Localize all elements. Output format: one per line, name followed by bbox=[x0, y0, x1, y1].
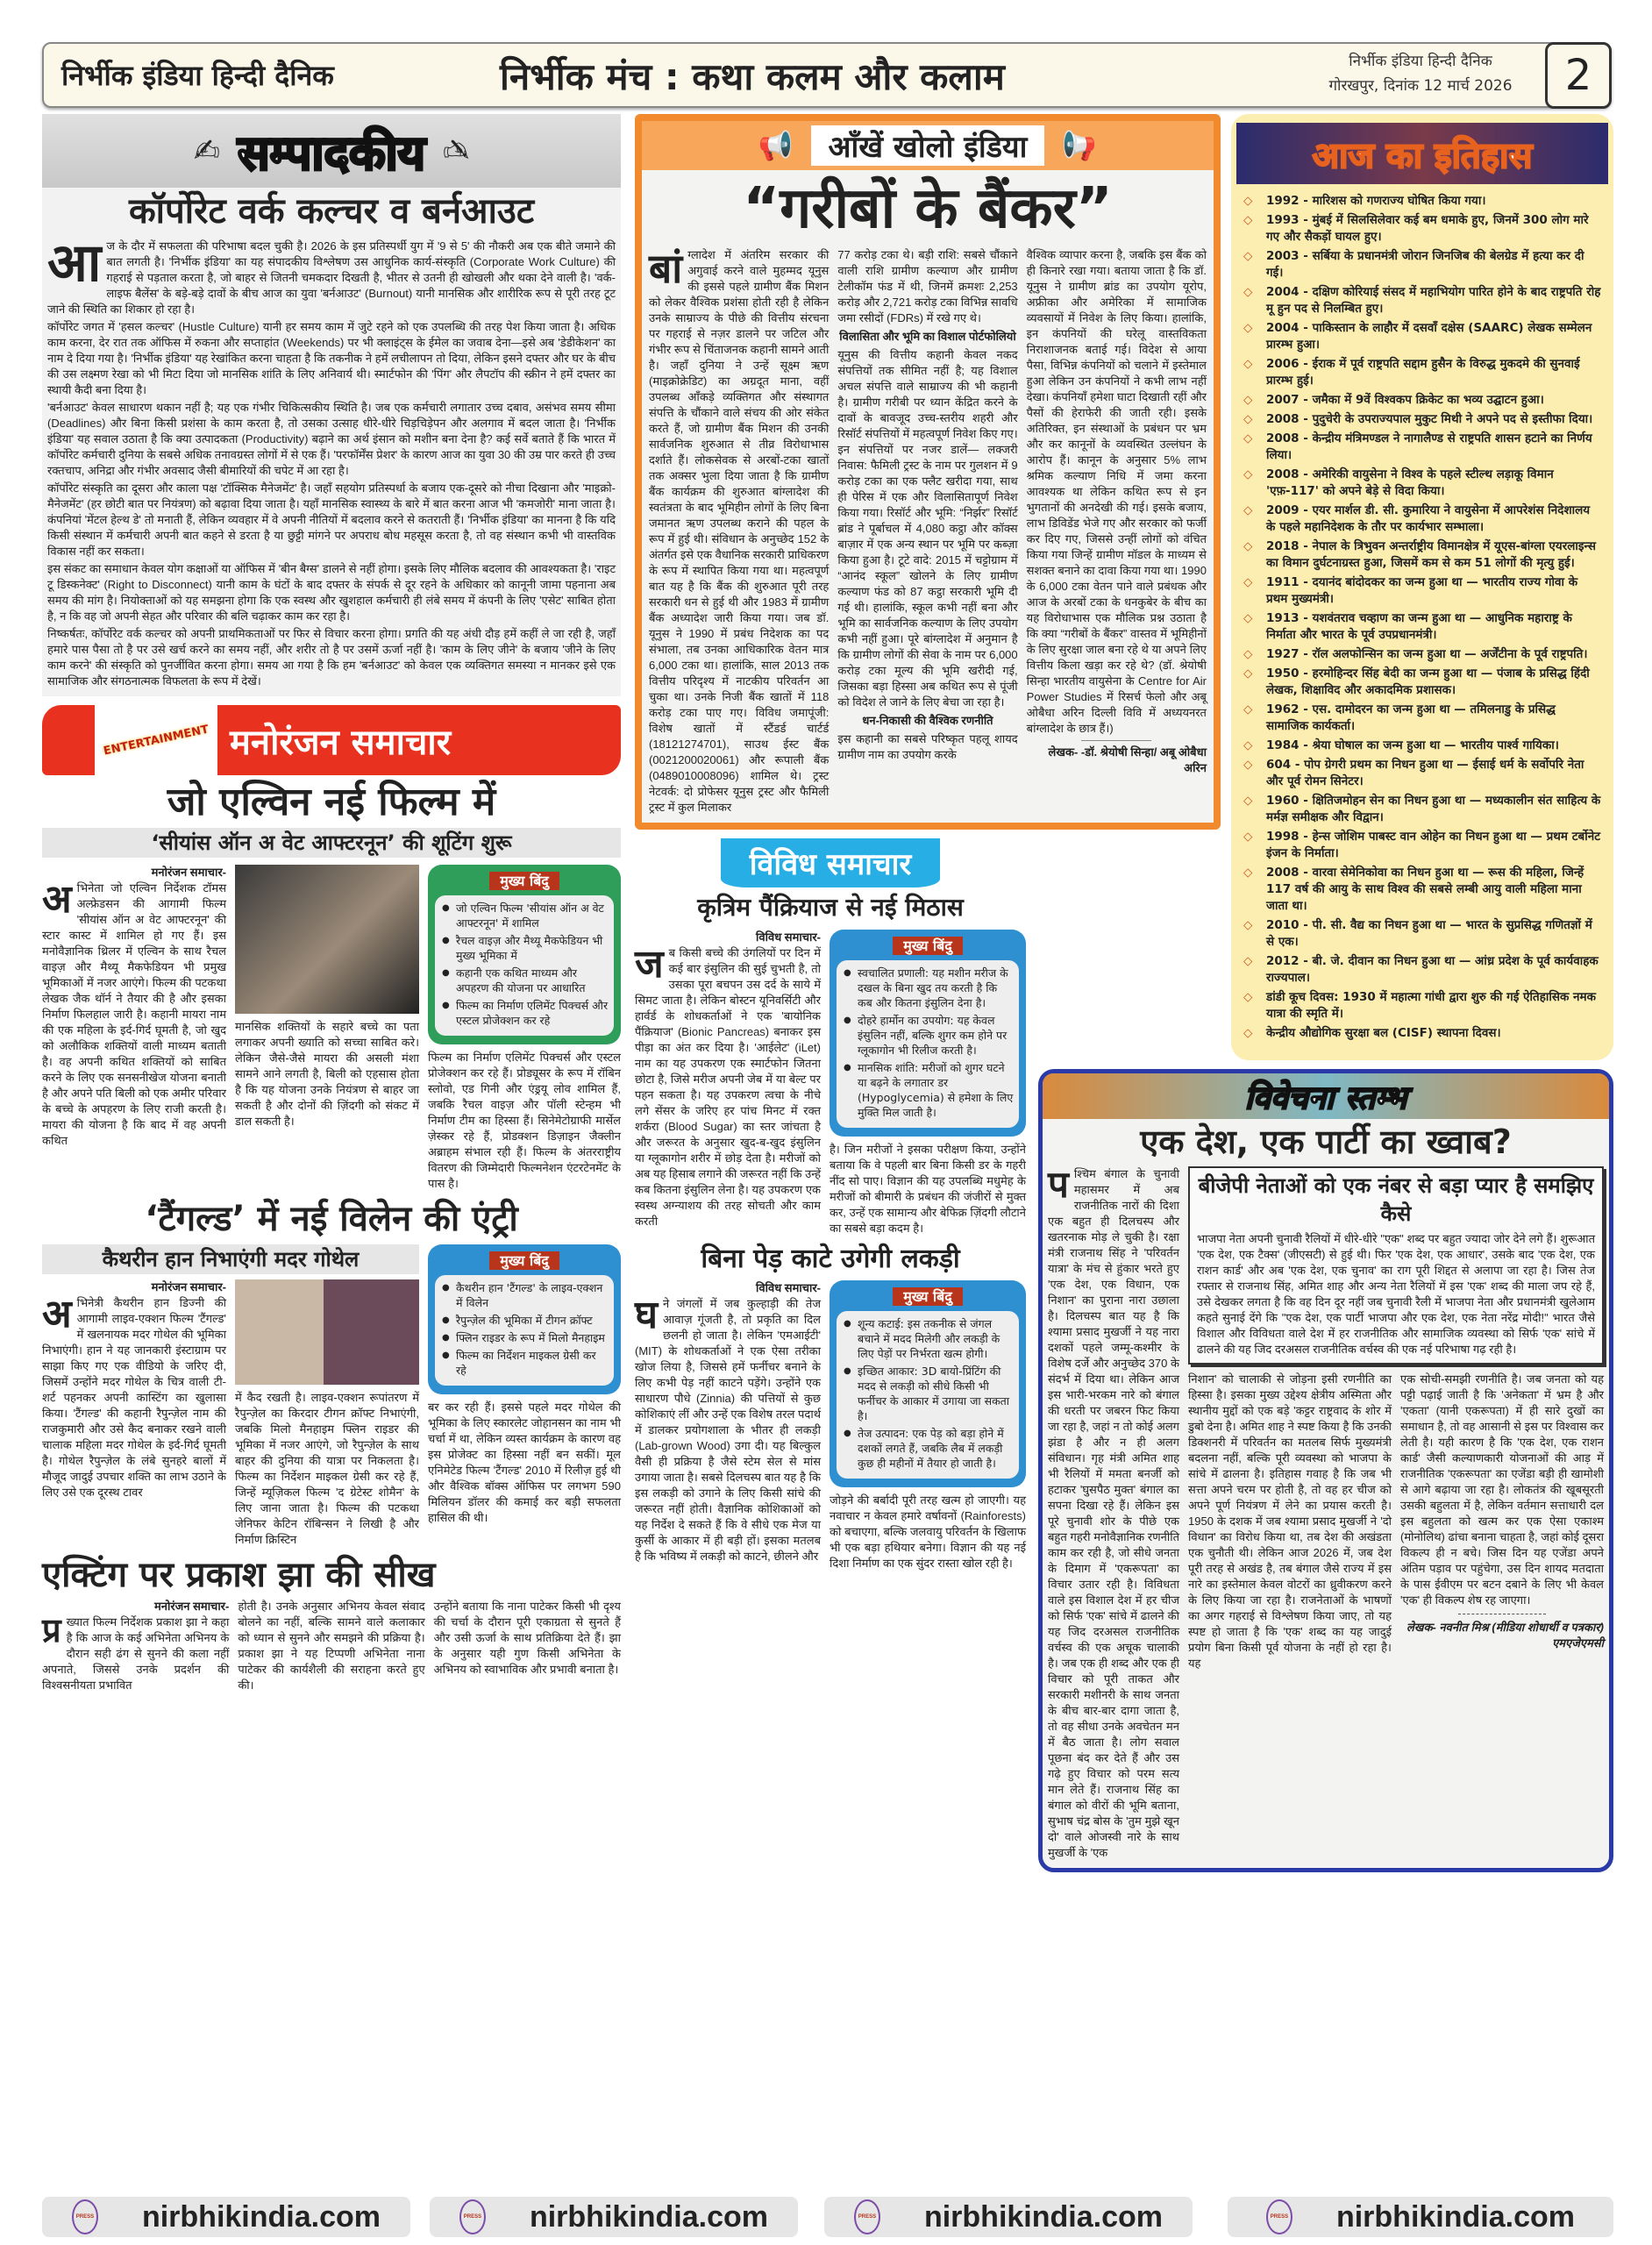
vivechana-banner bbox=[1043, 1073, 1609, 1119]
story1-col3 bbox=[428, 865, 621, 1192]
key-point: ● फ्लिन राइडर के रूप में मिलो मैनहाइम bbox=[456, 1330, 609, 1345]
history-item: ◇ 1913 - यशवंतराव चव्हाण का जन्म हुआ था — आधुनिक महाराष्ट्र के निर्माता और भारत के पूर्व उपप्रधानमंत्री। bbox=[1266, 610, 1601, 644]
history-item: ◇ 2012 - बी. जे. दीवान का निधन हुआ था — आंध्र प्रदेश के पूर्व कार्यवाहक राज्यपाल। bbox=[1266, 953, 1601, 987]
key-points-title: मुख्य बिंदु bbox=[893, 1287, 963, 1306]
press-logo-label: PRESS bbox=[1270, 2214, 1289, 2220]
history-item: ◇ 1950 - हरमोहिन्दर सिंह बेदी का जन्म हुआ था — पंजाब के प्रसिद्ध हिंदी लेखक, शिक्षाविद और अकादमिक प्रशासक। bbox=[1266, 666, 1601, 699]
footer-bar-3[interactable] bbox=[824, 2197, 1193, 2237]
story2-left bbox=[42, 1244, 419, 1548]
key-point: ● रैपुन्ज़ेल की भूमिका में टीगन क्रॉफ्ट bbox=[456, 1313, 609, 1328]
story2-subhead: कैथरीन हान निभाएंगी मदर गोथेल bbox=[42, 1244, 419, 1274]
history-item: ◇ 2008 - अमेरिकी वायुसेना ने विश्व के पहले स्टील्थ लड़ाकू विमान 'एफ़-117' को अपने बेड़े से विदा किया। bbox=[1266, 467, 1601, 500]
history-banner bbox=[1236, 123, 1608, 184]
history-list bbox=[1231, 193, 1613, 1053]
masthead-date: गोरखपुर, दिनांक 12 मार्च 2026 bbox=[1328, 77, 1513, 95]
vividh-story2-dropcap: घ bbox=[635, 1294, 659, 1336]
press-logo-label: PRESS bbox=[75, 2214, 95, 2220]
history-item: ◇ 2006 - ईराक में पूर्व राष्ट्रपति सद्दाम हुसैन के विरुद्ध मुकदमे की सुनवाई प्रारम्भ हुई। bbox=[1266, 356, 1601, 389]
story2-text-1: भिनेत्री कैथरीन हान डिज्नी की आगामी लाइव-एक्शन फिल्म 'टैंगल्ड' में खलनायक मदर गोथेल की भूमिका निभाएंगी। हान ने यह जानकारी इंस्टाग्राम पर साझा किए गए एक वीडियो के जरिए दी, जिसमें उन्होंने मदर गोथेल के चित्र वाली टी-शर्ट पहनकर अपनी कास्टिंग का खुलासा किया। 'टैंगल्ड' की कहानी रैपुन्ज़ेल नाम की राजकुमारी और उसे कैद बनाकर रखने वाली चालाक महिला मदर गोथेल के इर्द-गिर्द घूमती है। गोथेल रैपुन्ज़ेल के लंबे सुनहरे बालों में मौजूद जादुई उपचार शक्ति का लाभ उठाने के लिए उसे एक दूरस्थ टावर bbox=[42, 1296, 226, 1499]
story2-dropcap: अ bbox=[42, 1293, 72, 1336]
history-item: ◇ 1984 - श्रेया घोषाल का जन्म हुआ था — भारतीय पार्श्व गायिका। bbox=[1266, 738, 1601, 754]
vivechana-headline: एक देश, एक पार्टी का ख्वाब? bbox=[1140, 1122, 1512, 1161]
key-points-list bbox=[837, 960, 1019, 1128]
history-item: ◇ डांडी कूच दिवस: 1930 में महात्मा गांधी द्वारा शुरु की गई ऐतिहासिक नमक यात्रा की स्मृति में। bbox=[1266, 989, 1601, 1023]
story3-body bbox=[42, 1599, 621, 1693]
aankhen-subheading-strategy: धन-निकासी की वैश्विक रणनीति bbox=[862, 714, 993, 727]
press-logo-icon bbox=[72, 2199, 98, 2234]
footer-bar-4[interactable] bbox=[1228, 2197, 1613, 2237]
vivechana-banner-label: विवेचना स्तम्भ bbox=[1244, 1080, 1407, 1116]
vividh-story1-body bbox=[635, 930, 1026, 1237]
history-section bbox=[1231, 114, 1613, 1060]
key-points-list bbox=[837, 1311, 1019, 1479]
key-points-title: मुख्य बिंदु bbox=[893, 937, 963, 955]
story1-col2 bbox=[235, 865, 419, 1192]
aankhen-banner-label: आँखें खोलो इंडिया bbox=[811, 125, 1045, 166]
vivechana-section bbox=[1038, 1069, 1613, 1872]
aankhen-column-1 bbox=[649, 247, 829, 816]
vivechana-box-headline: बीजेपी नेताओं को एक नंबर से बड़ा प्यार है समझिए कैसे bbox=[1198, 1173, 1594, 1226]
key-points-list bbox=[435, 895, 614, 1036]
press-logo-icon bbox=[459, 2199, 486, 2234]
footer-bar-1[interactable] bbox=[42, 2197, 410, 2237]
vividh-story1-headline: कृत्रिम पैंक्रियाज से नई मिठास bbox=[697, 893, 964, 922]
vividh-story2-col2 bbox=[830, 1280, 1026, 1572]
story1-text-1: भिनेता जो एल्विन निर्देशक टॉमस अल्फ्रेडसन की आगामी फिल्म 'सीयांस ऑन अ वेट आफ्टरनून' की स्टार कास्ट में शामिल हो गए हैं। इस मनोवैज्ञानिक थ्रिलर में एल्विन के साथ रैचल वाइज़ और मैथ्यू मैकफेडियन भी प्रमुख भूमिकाओं में नजर आएंगे। फिल्म की पटकथा लेखक जैक थॉर्न ने तैयार की है और इसका निर्माण फिलहाल जारी है। कहानी मायरा नाम की एक महिला के इर्द-गिर्द घूमती है, जो खुद को अलौकिक शक्तियों वाली माध्यम बताती है। वह अपनी कथित शक्तियों को साबित करने के लिए एक सनसनीखेज योजना बनाती है और अपने पति बिली को एक अमीर परिवार के बच्चे के अपहरण के लिए राजी करती है। मायरा की योजना है कि बाद में वह अपनी कथित bbox=[42, 881, 226, 1147]
story2-headline: ‘टैंगल्ड’ में नई विलेन की एंट्री bbox=[145, 1199, 518, 1239]
story2-left-cols bbox=[42, 1279, 419, 1548]
history-item: ◇ 1960 - क्षितिजमोहन सेन का निधन हुआ था — मध्यकालीन संत साहित्य के मर्मज्ञ समीक्षक और विद्वान। bbox=[1266, 793, 1601, 826]
footer-bar-2[interactable] bbox=[430, 2197, 798, 2237]
editorial-headline: कॉर्पोरेट वर्क कल्चर व बर्नआउट bbox=[128, 191, 535, 232]
vividh-banner-label: विविध समाचार bbox=[749, 847, 912, 882]
aankhen-kholo-section bbox=[635, 114, 1221, 830]
kathryn-hahn-photo bbox=[235, 1279, 419, 1385]
key-points-list bbox=[435, 1275, 614, 1386]
story2-body bbox=[42, 1244, 621, 1548]
masthead-dateline-block bbox=[1307, 49, 1535, 98]
press-logo-label: PRESS bbox=[858, 2214, 877, 2220]
vividh-story1-text-2: है। जिन मरीजों ने इसका परीक्षण किया, उन्होंने बताया कि वे पहली बार बिना किसी डर के गहरी नींद सो पाए। विज्ञान की यह उपलब्धि मधुमेह के मरीजों को बीमारी के प्रबंधन की जंजीरों से मुक्त कर, उन्हें एक सामान्य और बेफिक्र ज़िंदगी लौटाने का सबसे बड़ा कदम है। bbox=[830, 1143, 1026, 1235]
key-point: ● फिल्म का निर्माण एलिमेंट पिक्चर्स और एस्टल प्रोजेक्शन कर रहे bbox=[456, 998, 609, 1028]
press-logo-icon bbox=[1266, 2199, 1292, 2234]
vividh-story2-text-1: ने जंगलों में जब कुल्हाड़ी की तेज आवाज़ गूंजती है, तो प्रकृति का दिल छलनी हो जाता है। लेकिन 'एमआईटी' (MIT) के शोधकर्ताओं ने एक ऐसा तरीका खोज लिया है, जिससे हमें फर्नीचर बनाने के लिए कभी पेड़ नहीं काटने पड़ेंगे। उन्होंने एक साधारण पौधे (Zinnia) की पत्तियों से कुछ कोशिकाएं लीं और उन्हें एक विशेष तरल पदार्थ में डालकर प्रयोगशाला के भीतर ही लकड़ी (Lab-grown Wood) उगा दी। यह बिल्कुल वैसी ही प्रक्रिया है जैसे स्टेम सेल से मांस उगाया जाता है। सबसे दिलचस्प बात यह है कि इस लकड़ी को उगाने के लिए किसी सांचे की जरूरत नहीं होती। वैज्ञानिक कोशिकाओं को यह निर्देश दे सकते हैं कि वे सीधे एक मेज या कुर्सी के आकार में ही बड़ी हों। इसका मतलब है कि भविष्य में लकड़ी को काटने, छीलने और bbox=[635, 1297, 821, 1563]
press-logo-icon bbox=[854, 2199, 880, 2234]
aankhen-banner bbox=[642, 121, 1214, 170]
vividh-story2-text-2: जोड़ने की बर्बादी पूरी तरह खत्म हो जाएगी। यह नवाचार न केवल हमारे वर्षावनों (Rainforests) को बचाएगा, बल्कि जलवायु परिवर्तन के खिलाफ भी एक बड़ा हथियार बनेगा। विज्ञान की यह नई दिशा निर्माण का एक सुंदर रास्ता खोल रही है। bbox=[830, 1493, 1026, 1570]
story2-text-3: बर कर रही हैं। इससे पहले मदर गोथेल की भूमिका के लिए स्कारलेट जोहानसन का नाम भी चर्चा में था, लेकिन व्यस्त कार्यक्रम के कारण वह इस प्रोजेक्ट का हिस्सा नहीं बन सकीं। मूल एनिमेटेड फिल्म 'टैंगल्ड' 2010 में रिलीज़ हुई थी और वैश्विक बॉक्स ऑफिस पर लगभग 590 मिलियन डॉलर की कमाई कर बड़ी सफलता हासिल की थी। bbox=[428, 1400, 621, 1524]
story1-text-2: मानसिक शक्तियों के सहारे बच्चे का पता लगाकर अपनी ख्याति को सच्चा साबित करे। लेकिन जैसे-जैसे मायरा की असली मंशा सामने आने लगती है, बिली को एहसास होता है कि यह योजना उनके नियंत्रण से बाहर जा सकती है और दोनों की ज़िंदगी को संकट में डाल सकती है। bbox=[235, 1020, 419, 1128]
editorial-paragraph: कॉर्पोरेट जगत में 'हसल कल्चर' (Hustle Culture) यानी हर समय काम में जुटे रहने को एक उपलब्धि की तरह पेश किया जाता है। अधिक काम करना, देर रात तक ऑफिस में रुकना और सप्ताहांत (Weekends) पर भी क्लाइंट्स के ईमेल का जवाब देना—इसे अब 'डेडीकेशन' का नाम दे दिया गया है। 'निर्भीक इंडिया' यह रेखांकित करना चाहता है कि तकनीक ने हमें लचीलापन तो दिया, लेकिन इसने दफ्तर और घर के बीच की उस लक्ष्मण रेखा को भी मिटा दिया जो मानसिक शांति के लिए अनिवार्य थी। स्मार्टफोन की 'पिंग' और लैपटॉप की स्क्रीन ने हमें दफ्तर का स्थायी कैदी बना दिया है। bbox=[47, 320, 616, 396]
key-point: ● दोहरे हार्मोन का उपयोग: यह केवल इंसुलिन नहीं, बल्कि शुगर कम होने पर ग्लूकागोन भी रिलीज करती है। bbox=[858, 1013, 1014, 1058]
story1-col1 bbox=[42, 865, 226, 1192]
key-point: ● मानसिक शांति: मरीजों को शुगर घटने या बढ़ने के लगातार डर (Hypoglycemia) से हमेशा के लिए मुक्ति मिल जाती है। bbox=[858, 1060, 1014, 1120]
aankhen-column-2 bbox=[837, 247, 1017, 816]
pen-hand-left-icon: ✍ bbox=[193, 132, 221, 169]
story3-col1 bbox=[42, 1599, 229, 1693]
editorial-banner-label: सम्पादकीय bbox=[238, 125, 425, 181]
history-banner-label: आज का इतिहास bbox=[1312, 135, 1533, 176]
editorial-section bbox=[42, 114, 621, 696]
footer-site-link[interactable]: nirbhikindia.com bbox=[1335, 2199, 1576, 2234]
history-item: ◇ केन्द्रीय औद्योगिक सुरक्षा बल (CISF) स्थापना दिवस। bbox=[1266, 1025, 1601, 1042]
history-item: ◇ 1993 - मुंबई में सिलसिलेवार कई बम धमाके हुए, जिनमें 300 लोग मारे गए और सैकड़ों घायल हुए। bbox=[1266, 212, 1601, 246]
aankhen-col2-text: 77 करोड़ टका थे। बड़ी राशि: सबसे चौंकाने वाली राशि ग्रामीण कल्याण और ग्रामीण टेलीकॉम फंड में थी, जिनमें क्रमशः 2,253 करोड़ और 2,721 करोड़ टका विभिन्न सावधि जमा रसीदों (FDRs) में रखे गए थे। bbox=[837, 248, 1018, 324]
vivechana-right bbox=[1188, 1166, 1604, 1861]
masthead-paper-name: निर्भीक इंडिया हिन्दी दैनिक bbox=[61, 59, 334, 92]
story1-headline: जो एल्विन नई फिल्म में bbox=[167, 780, 496, 824]
aankhen-column-3 bbox=[1027, 247, 1207, 816]
vivechana-col3 bbox=[1400, 1372, 1604, 1671]
editorial-dropcap: आ bbox=[47, 233, 102, 292]
aankhen-headline: “गरीबों के बैंकर” bbox=[743, 176, 1113, 241]
story2-key-points bbox=[428, 1244, 621, 1394]
story2-col2 bbox=[235, 1279, 419, 1548]
page-number: 2 bbox=[1545, 42, 1612, 109]
aankhen-body bbox=[642, 170, 1214, 823]
history-item: ◇ 2008 - पुदुचेरी के उपराज्यपाल मुकुट मिथी ने अपने पद से इस्तीफा दिया। bbox=[1266, 411, 1601, 428]
history-item: ◇ 2003 - सर्बिया के प्रधानमंत्री जोरान जिनजिब की बेलग्रेड में हत्या कर दी गई। bbox=[1266, 248, 1601, 282]
editorial-banner bbox=[42, 114, 621, 188]
key-point: ● स्वचालित प्रणाली: यह मशीन मरीज के दखल के बिना खुद तय करती है कि कब और कितना इंसुलिन देना है। bbox=[858, 966, 1014, 1010]
story1-dropcap: अ bbox=[42, 878, 72, 921]
entertainment-badge-text: ENTERTAINMENT bbox=[102, 722, 210, 759]
story3-dropcap: प्र bbox=[42, 1613, 61, 1650]
editorial-paragraph: इस संकट का समाधान केवल योग कक्षाओं या ऑफिस में 'बीन बैग्स' डालने से नहीं होगा। इसके लिए मौलिक बदलाव की आवश्यकता है। 'राइट टू डिस्कनेक्ट' (Right to Disconnect) यानी काम के घंटों के बाद दफ्तर के संपर्क से दूर रहने के अधिकार को कानूनी जामा पहनाना अब समय की मांग है। नियोक्ताओं को यह समझना होगा कि एक स्वस्थ और खुशहाल कर्मचारी ही लंबे समय में कंपनी के लिए 'एसेट' साबित होता है, न कि वह जो अपनी सेहत और परिवार की बलि चढ़ाकर काम कर रहा है। bbox=[47, 562, 616, 623]
story1-dateline: मनोरंजन समाचार- bbox=[151, 866, 226, 879]
vividh-story1-dropcap: ज bbox=[635, 943, 664, 986]
history-item: ◇ 2010 - पी. सी. वैद्य का निधन हुआ था — भारत के सुप्रसिद्ध गणितज्ञों में से एक। bbox=[1266, 917, 1601, 951]
vivechana-col3-text: एक सोची-समझी रणनीति है। जब जनता को यह पट्टी पढ़ाई जाती है कि 'अनेकता' में भ्रम है और 'एकता' (यानी एकरूपता) में ही सारे दुखों का समाधान है, तो वह आसानी से इस पर विश्वास कर लेती है। यही कारण है कि 'एक देश, एक राशन कार्ड' जैसी कल्याणकारी योजनाओं की आड़ में राजनीतिक 'एकरूपता' का एजेंडा बड़ी ही खामोशी से आगे बढ़ाया जा रहा है। लोकतंत्र की खूबसूरती उसकी बहुलता में है, लेकिन वर्तमान सत्ताधारी दल इस बहुलता को खत्म कर एक ऐसा एकाश्म (मोनोलिथ) ढांचा बनाना चाहता है, जहां कोई दूसरा विकल्प ही न बचे। जिस दिन यह एजेंडा अपने अंतिम पड़ाव पर पहुंचेगा, उस दिन शायद मतदाता के पास ईवीएम पर बटन दबाने के लिए भी केवल 'एक' ही विकल्प शेष रह जाएगा। bbox=[1400, 1372, 1604, 1607]
story1-body bbox=[42, 865, 621, 1192]
story2-dateline: मनोरंजन समाचार- bbox=[151, 1280, 226, 1294]
masthead-section-title: निर्भीक मंच : कथा कलम और कलाम bbox=[500, 55, 1005, 98]
history-item: ◇ 2008 - वारवा सेमेनिकोवा का निधन हुआ था — रूस की महिला, जिन्हें 117 वर्ष की आयु के साथ विश्व की सबसे लम्बी आयु वाली महिला माना जाता था। bbox=[1266, 865, 1601, 915]
entertainment-banner-label: मनोरंजन समाचार bbox=[230, 722, 452, 763]
aankhen-subheading-portfolio: विलासिता और भूमि का विशाल पोर्टफोलियो bbox=[839, 330, 1016, 343]
key-point: ● शून्य कटाई: इस तकनीक से जंगल बचाने में मदद मिलेगी और लकड़ी के लिए पेड़ों पर निर्भरता खत्म होगी। bbox=[858, 1316, 1014, 1361]
history-item: ◇ 2009 - एयर मार्शल डी. सी. कुमारिया ने वायुसेना में आपरेशंस निदेशालय के पहले महानिदेशक के तौर पर कार्यभार सम्भाला। bbox=[1266, 502, 1601, 536]
aankhen-col1-text: ग्लादेश में अंतरिम सरकार की अगुवाई करने वाले मुहम्मद यूनुस की इससे पहले ग्रामीण बैंक मिशन को लेकर वैश्विक प्रशंसा होती रही है लेकिन उनके साम्राज्य के पीछे की वित्तीय संरचना पर गहराई से नज़र डालने पर जटिल और गंभीर रूप से चिंताजनक कहानी सामने आती है। जहाँ दुनिया ने उन्हें सूक्ष्म ऋण (माइक्रोक्रेडिट) का अग्रदूत माना, वहीं उपलब्ध आँकड़े व्यक्तिगत और संस्थागत संपत्ति के चौंकाने वाले संचय की ओर संकेत करते हैं, जो ग्रामीण बैंक मिशन की उनकी सार्वजनिक शुरुआत से तीव्र विरोधाभास दर्शाते हैं। लोकसेवक से अरबों-टका खातों तक अक्सर भुला दिया जाता है कि ग्रामीण बैंक कार्यक्रम की शुरुआत बांग्लादेश की स्वतंत्रता के बाद भूमिहीन लोगों के लिए बिना जमानत ऋण उपलब्ध कराने की पहल के रूप में हुई थी। संविधान के अनुच्छेद 152 के अंतर्गत इसे एक वैधानिक सरकारी प्राधिकरण के रूप में स्थापित किया गया था। महत्वपूर्ण बात यह है कि बैंक की शुरुआत पूरी तरह सरकारी धन से हुई थी और 1983 में ग्रामीण बैंक अध्यादेश जारी किया गया। जब डॉ. यूनुस ने 1990 में प्रबंध निदेशक का पद संभाला, तब उनका आधिकारिक वेतन मात्र 6,000 टका था। हालांकि, साल 2013 तक वित्तीय परिदृश्य में नाटकीय परिवर्तन आ चुका था। उनके निजी बैंक खातों में 118 करोड़ टका पाए गए। विविध जमापूंजी: विशेष खातों में स्टैंडर्ड चार्टर्ड (18121274701), साउथ ईस्ट बैंक (0021200020061) और रूपाली बैंक (0489010008096) शामिल थे। ट्रस्ट नेटवर्क: दो प्रोफेसर यूनुस ट्रस्ट और फैमिली ट्रस्ट में कुल मिलाकर bbox=[649, 248, 830, 814]
aankhen-dropcap: बां bbox=[649, 246, 683, 291]
story1-key-points bbox=[428, 865, 621, 1044]
vividh-story2-headline: बिना पेड़ काटे उगेगी लकड़ी bbox=[701, 1244, 960, 1274]
vividh-story2-key-points bbox=[830, 1280, 1026, 1487]
history-item: ◇ 2007 - जमैका में 9वें विश्वकप क्रिकेट का भव्य उद्घाटन हुआ। bbox=[1266, 392, 1601, 409]
masthead bbox=[42, 42, 1612, 108]
editorial-paragraph: 'बर्नआउट' केवल साधारण थकान नहीं है; यह एक गंभीर चिकित्सकीय स्थिति है। जब एक कर्मचारी लगातार उच्च दबाव, असंभव समय सीमा (Deadlines) और बिना किसी प्रशंसा के काम करता है, तो उसका उत्साह धीरे-धीरे चिड़चिड़ेपन और अलगाव में बदल जाता है। 'निर्भीक इंडिया' यह सवाल उठाता है कि क्या उत्पादकता (Productivity) बढ़ाने का अर्थ इंसान को मशीन बना देना है? कई सर्वे बताते हैं कि भारत में कॉर्पोरेट कर्मचारी दुनिया के सबसे अधिक तनावग्रस्त लोगों में से एक हैं। 'परफॉर्मेंस प्रेशर' के कारण आज का युवा 30 की उम्र पार करते ही उच्च रक्तचाप, अनिद्रा और गंभीर अवसाद जैसी बीमारियों की चपेट में आ रहा है। bbox=[47, 401, 616, 477]
footer-site-link[interactable]: nirbhikindia.com bbox=[529, 2199, 769, 2234]
vivechana-box bbox=[1188, 1166, 1604, 1365]
vividh-story1-key-points bbox=[830, 930, 1026, 1137]
key-point: ● फिल्म का निर्देशन माइकल ग्रेसी कर रहे bbox=[456, 1348, 609, 1378]
key-point: ● कैथरीन हान 'टैंगल्ड' के लाइव-एक्शन में विलेन bbox=[456, 1280, 609, 1310]
aankhen-col3-text: वैश्विक व्यापार करना है, जबकि इस बैंक को ही किनारे रखा गया। बताया जाता है कि डॉ. यूनुस ने ग्रामीण ब्रांड का उपयोग यूरोप, अफ्रीका और अमेरिका में सामाजिक व्यवसायों में निवेश के लिए किया। हालांकि, इन कंपनियों की घरेलू वास्तविकता निराशाजनक बताई गई। विदेश से आया पैसा, विभिन्न कंपनियों को चलाने में इस्तेमाल हुआ लेकिन उन कंपनियों ने कभी लाभ नहीं देखा। कंपनियाँ हमेशा घाटा दिखाती रहीं और पैसों की हेराफेरी की जाती रही। इसके अतिरिक्त, इन संस्थाओं के प्रबंधन पर भ्रम और कर कानूनों के व्यवस्थित उल्लंघन के आरोप हैं। कानून के अनुसार 5% लाभ श्रमिक कल्याण निधि में जमा करना आवश्यक था लेकिन कथित रूप से इन भुगतानों की अनदेखी की गई। इसके बजाय, लाभ डिविडेंड भेजे गए और सरकार को फर्जी कर दिए गए, जिससे उन्हीं लोगों को वंचित किया गया जिन्हें ग्रामीण मॉडल के माध्यम से सशक्त बनाने का दावा किया गया था। 1990 के 6,000 टका वेतन पाने वाले प्रबंधक और आज के अरबों टका के धनकुबेर के बीच का यह विरोधाभास एक मौलिक प्रश्न उठाता है कि क्या “गरीबों के बैंकर” वास्तव में भूमिहीनों के लिए सुरक्षा जाल बना रहे थे या अपने लिए वित्तीय किला खड़ा कर रहे थे? (डॉ. श्रेयोषी सिन्हा भारतीय वायुसेना के Centre for Air Power Studies में रिसर्च फेलो और अबू ओबैधा अरिन दिल्ली विवि में अध्ययनरत बांग्लादेश के छात्र हैं।) bbox=[1026, 248, 1207, 735]
history-item: ◇ 2008 - केन्द्रीय मंत्रिमण्डल ने नागालैण्ड से राष्ट्रपति शासन हटाने का निर्णय लिया। bbox=[1266, 431, 1601, 464]
key-point: ● तेज उत्पादन: एक पेड़ को बड़ा होने में दशकों लगते हैं, जबकि लैब में लकड़ी कुछ ही महीनों में तैयार हो जाती है। bbox=[858, 1426, 1014, 1471]
megaphone-left-icon: 📢 bbox=[758, 129, 794, 162]
masthead-right-paper: निर्भीक इंडिया हिन्दी दैनिक bbox=[1349, 53, 1492, 70]
history-item: ◇ 1911 - दयानंद बांदोदकर का जन्म हुआ था — भारतीय राज्य गोवा के प्रथम मुख्यमंत्री। bbox=[1266, 574, 1601, 608]
history-item: ◇ 2018 - नेपाल के त्रिभुवन अन्तर्राष्ट्रीय विमानक्षेत्र में यूएस-बांग्ला एयरलाइन्स का विमान दुर्घटनाग्रस्त हुआ, जिसमें कम से कम 51 लोगों की मृत्यु हुई। bbox=[1266, 538, 1601, 572]
vivechana-byline: लेखक- नवनीत मिश्र (मीडिया शोधार्थी व पत्रकार) एमएजेएमसी bbox=[1406, 1621, 1604, 1650]
vividh-story2-col1 bbox=[635, 1280, 821, 1572]
footer-site-link[interactable]: nirbhikindia.com bbox=[923, 2199, 1164, 2234]
entertainment-banner bbox=[42, 705, 621, 775]
aankhen-byline: लेखक- -डॉ. श्रेयोषी सिन्हा/ अबू ओबैधा अरिन bbox=[1048, 745, 1207, 774]
key-points-title: मुख्य बिंदु bbox=[489, 872, 559, 890]
aankhen-col2-text-c: इस कहानी का सबसे परिष्कृत पहलू शायद ग्रामीण नाम का उपयोग करके bbox=[837, 732, 1018, 761]
vividh-banner bbox=[721, 838, 940, 887]
vivechana-box-text: भाजपा नेता अपनी चुनावी रैलियों में धीरे-धीरे "एक" शब्द पर बहुत ज्यादा जोर देने लगे हैं। शुरूआत 'एक देश, एक टैक्स' (जीएसटी) से हुई थी। फिर 'एक देश, एक आधार', उसके बाद 'एक देश, एक राशन कार्ड' और अब 'एक देश, एक चुनाव' का राग पूरी शिद्दत से अलापा जा रहा है। जिस तेज रफ्तार से राजनाथ सिंह, अमित शाह और अन्य नेता रैलियों में इस 'एक' शब्द की माला जप रहे हैं, उसे देखकर लगता है कि वह दिन दूर नहीं जब चुनावी रैली में भाजपा नेता और प्रधानमंत्री खुलेआम कहते सुनाई देंगे कि "एक देश, एक पार्टी भाजपा और एक देश, एक नेता नरेंद्र मोदी!" भारत जैसे विशाल और विविधता वाले देश में हर राजनीतिक और सामाजिक व्यवस्था को सिर्फ 'एक' सांचे में ढालने की यह जिद दरअसल राजनीतिक वर्चस्व की एक नई परिभाषा गढ़ रही है। bbox=[1197, 1232, 1595, 1356]
story3-text-1: ख्यात फिल्म निर्देशक प्रकाश झा ने कहा है कि आज के कई अभिनेता अभिनय के दौरान सही ढंग से सुनने की कला नहीं अपनाते, जिससे उनके प्रदर्शन की विश्वसनीयता प्रभावित bbox=[42, 1615, 230, 1692]
editorial-paragraph: कॉर्पोरेट संस्कृति का दूसरा और काला पक्ष 'टॉक्सिक मैनेजमेंट' है। जहाँ सहयोग प्रतिस्पर्धा के बजाय एक-दूसरे को नीचा दिखाना और 'माइक्रो-मैनेजमेंट' (हर छोटी बात पर नियंत्रण) को बढ़ावा दिया जाता है। यहाँ मानसिक स्वास्थ्य के बारे में बात करना आज भी 'कमजोरी' माना जाता है। कंपनियां 'मेंटल हेल्थ डे' तो मनाती हैं, लेकिन व्यवहार में वे अपनी नीतियों में बदलाव करने से कतराती हैं। 'निर्भीक इंडिया' का मानना है कि यदि किसी संस्थान में कर्मचारी अपनी बात कहने से डरता है या छुट्टी मांगने पर अपराध बोध महसूस करता है, तो वह संस्थान कभी भी वास्तविक विकास नहीं कर सकता। bbox=[47, 481, 616, 558]
story2-col3 bbox=[428, 1244, 621, 1548]
vividh-story1-text-1: ब किसी बच्चे की उंगलियों पर दिन में कई बार इंसुलिन की सुई चुभती है, तो उसका पूरा बचपन उस दर्द के साये में सिमट जाता है। लेकिन बोस्टन यूनिवर्सिटी और हार्वर्ड के शोधकर्ताओं ने एक 'बायोनिक पैंक्रियाज' (Bionic Pancreas) बनाकर इस पीड़ा का अंत कर दिया है। 'आईलेट' (iLet) नाम का यह उपकरण एक स्मार्टफोन जितना छोटा है, जिसे मरीज अपनी जेब में या बेल्ट पर पहन सकता है। यह उपकरण त्वचा के नीचे लगे सेंसर के जरिए हर पांच मिनट में रक्त शर्करा (Blood Sugar) का स्तर जांचता है और जरूरत के अनुसार खुद-ब-खुद इंसुलिन या ग्लूकागोन शरीर में छोड़ देता है। मरीजों को अब यह हिसाब लगाने की जरूरत नहीं कि उन्हें कब कितना इंसुलिन लेना है। यह उपकरण एक स्वस्थ अग्न्याशय की तरह सोचती और काम करती bbox=[635, 946, 821, 1228]
press-logo-label: PRESS bbox=[463, 2214, 482, 2220]
story3-text-3: उन्होंने बताया कि नाना पाटेकर किसी भी दृश्य की चर्चा के दौरान पूरी एकाग्रता से सुनते हैं और उसी ऊर्जा के साथ प्रतिक्रिया देते हैं। झा के अनुसार यही गुण किसी अभिनेता के अभिनय को स्वाभाविक और प्रभावी बनाता है। bbox=[433, 1600, 621, 1676]
editorial-paragraph: निष्कर्षतः, कॉर्पोरेट वर्क कल्चर को अपनी प्राथमिकताओं पर फिर से विचार करना होगा। प्रगति की यह अंधी दौड़ हमें कहीं ले जा रही है, जहाँ हमारे पास पैसा तो है पर उसे खर्च करने का समय नहीं, और शरीर तो है पर उसमें ऊर्जा नहीं है। 'काम के लिए जीने' के बजाय 'जीने के लिए काम करने' की संस्कृति को पुनर्जीवित करना होगा। समय आ गया है कि हम 'बर्नआउट' को केवल एक व्यक्तिगत समस्या न मानकर इसे एक सामाजिक और संगठनात्मक विफलता के रूप में देखें। bbox=[47, 627, 616, 688]
vividh-story2-body bbox=[635, 1280, 1026, 1572]
key-point: ● कहानी एक कथित माध्यम और अपहरण की योजना पर आधारित bbox=[456, 966, 609, 995]
key-point: ● रैचल वाइज़ और मैथ्यू मैकफेडियन भी मुख्य भूमिका में bbox=[456, 933, 609, 963]
vivechana-col1 bbox=[1048, 1166, 1179, 1861]
history-item: ◇ 2004 - दक्षिण कोरियाई संसद में महाभियोग पारित होने के बाद राष्ट्रपति रोह मू हुन पद से निलम्बित हुए। bbox=[1266, 284, 1601, 317]
story2-text-2: में कैद रखती है। लाइव-एक्शन रूपांतरण में रैपुन्ज़ेल का किरदार टीगन क्रॉफ्ट निभाएंगी, जबकि मिलो मैनहाइम फ्लिन राइडर की भूमिका में नजर आएंगे, जो रैपुन्ज़ेल के साथ बाहर की दुनिया की यात्रा पर निकलता है। फिल्म का निर्देशन माइकल ग्रेसी कर रहे हैं, जिन्हें म्यूज़िकल फिल्म 'द ग्रेटेस्ट शोमैन' के लिए जाना जाता है। फिल्म की पटकथा जेनिफर केटिन रॉबिन्सन ने लिखी है और निर्माण क्रिस्टिन bbox=[235, 1391, 419, 1546]
vividh-story1-dateline: विविध समाचार- bbox=[756, 930, 821, 944]
key-point: ● जो एल्विन फिल्म 'सीयांस ऑन अ वेट आफ्टरनून' में शामिल bbox=[456, 901, 609, 930]
key-point: ● इच्छित आकार: 3D बायो-प्रिंटिंग की मदद से लकड़ी को सीधे किसी भी फर्नीचर के आकार में उगाया जा सकता है। bbox=[858, 1364, 1014, 1423]
megaphone-right-icon: 📢 bbox=[1062, 129, 1098, 162]
story1-text-3: फिल्म का निर्माण एलिमेंट पिक्चर्स और एस्टल प्रोजेक्शन कर रहे हैं। प्रोड्यूसर के रूप में रॉबिन स्लोवो, एड गिनी और एंड्रयू लोव शामिल हैं, जबकि रैचल वाइज़ और पॉली स्टेन्हम भी निर्माण टीम का हिस्सा हैं। सिनेमेटोग्राफी मार्सेल ज़ेस्कर रहे हैं, प्रोडक्शन डिज़ाइन जैक्लीन अब्राहम संभाल रही हैं। फिल्म के अंतरराष्ट्रीय वितरण की जिम्मेदारी फिल्मनेशन एंटरटेनमेंट के पास है। bbox=[428, 1051, 621, 1190]
history-item: ◇ 604 - पोप ग्रेगरी प्रथम का निधन हुआ था — ईसाई धर्म के सर्वोपरि नेता और पूर्व रोमन सिनेटर। bbox=[1266, 757, 1601, 790]
pen-hand-right-icon: ✍ bbox=[442, 132, 470, 169]
key-points-title: मुख्य बिंदु bbox=[489, 1251, 559, 1270]
history-item: ◇ 2004 - पाकिस्तान के लाहौर में दसवाँ दक्षेस (SAARC) लेखक सम्मेलन प्रारम्भ हुआ। bbox=[1266, 320, 1601, 353]
footer-site-link[interactable]: nirbhikindia.com bbox=[141, 2199, 381, 2234]
history-item: ◇ 1992 - मारिशस को गणराज्य घोषित किया गया। bbox=[1266, 193, 1601, 210]
vividh-story1-col1 bbox=[635, 930, 821, 1237]
divider bbox=[1081, 740, 1151, 741]
editorial-body bbox=[42, 233, 621, 689]
history-item: ◇ 1927 - रॉल अलफोन्सिन का जन्म हुआ था — अर्जेंटीना के पूर्व राष्ट्रपति। bbox=[1266, 646, 1601, 663]
editorial-paragraph: ज के दौर में सफलता की परिभाषा बदल चुकी है। 2026 के इस प्रतिस्पर्धी युग में '9 से 5' की नौकरी अब एक बीते जमाने की बात लगती है। 'निर्भीक इंडिया' का यह संपादकीय विश्लेषण उस आधुनिक कार्य-संस्कृति (Corporate Work Culture) की गहराई से पड़ताल करता है, जो बाहर से जितनी चमकदार दिखती है, भीतर से उतनी ही खोखली और थका देने वाली है। 'वर्क-लाइफ बैलेंस' के बड़े-बड़े दावों के बीच आज का युवा 'बर्नआउट' (Burnout) यानी मानसिक और शारीरिक रूप से पूरी तरह टूट जाने की स्थिति का शिकार हो रहा है। bbox=[47, 239, 616, 316]
entertainment-badge bbox=[95, 705, 217, 775]
vividh-story1-col2 bbox=[830, 930, 1026, 1237]
story3-headline: एक्टिंग पर प्रकाश झा की सीख bbox=[42, 1555, 436, 1595]
story2-col1 bbox=[42, 1279, 226, 1548]
vivechana-lower-cols bbox=[1188, 1372, 1604, 1671]
story1-subhead: ‘सीयांस ऑन अ वेट आफ्टरनून’ की शूटिंग शुरू bbox=[42, 828, 621, 858]
vivechana-col2-text: निशान' को चालाकी से जोड़ना इसी रणनीति का हिस्सा है। इसका मुख्य उद्देश्य क्षेत्रीय अस्मिता और स्थानीय मुद्दों को एक बड़े 'कट्टर राष्ट्रवाद के शोर में डुबो देना है। अमित शाह ने स्पष्ट किया है कि उनकी डिक्शनरी में परिवर्तन का मतलब सिर्फ मुख्यमंत्री बदलना नहीं, बल्कि पूरी व्यवस्था को भाजपा के सांचे में ढालना है। इतिहास गवाह है कि जब भी सत्ता अपने चरम पर होती है, तो वह हर चीज को अपने पूर्ण नियंत्रण में लेने का प्रयास करती है। 1950 के दशक में जब श्यामा प्रसाद मुखर्जी ने 'दो विधान' का विरोध किया था, तब देश की अखंडता एक चुनौती थी। लेकिन आज 2026 में, जब देश पूरी तरह से अखंड है, तब बंगाल जैसे राज्य में इस नारे का इस्तेमाल केवल वोटरों का ध्रुवीकरण करने के लिए किया जा रहा है। राजनेताओं के भाषणों का अगर गहराई से विश्लेषण किया जाए, तो यह स्पष्ट हो जाता है कि 'एक' शब्द का यह जादुई प्रयोग बिना किसी पूर्व योजना के नहीं हो रहा है। यह bbox=[1188, 1372, 1392, 1670]
history-item: ◇ 1962 - एस. दामोदरन का जन्म हुआ था — तमिलनाडु के प्रसिद्ध सामाजिक कार्यकर्ता। bbox=[1266, 702, 1601, 735]
joe-alwyn-photo bbox=[235, 865, 419, 1014]
history-item: ◇ 1998 - हेन्स जोशिम पाबस्ट वान ओहेन का निधन हुआ था — प्रथम टर्बोनेट इंजन के निर्माता। bbox=[1266, 829, 1601, 862]
story3-dateline: मनोरंजन समाचार- bbox=[153, 1600, 230, 1613]
aankhen-columns bbox=[649, 247, 1207, 816]
vividh-story2-dateline: विविध समाचार- bbox=[756, 1281, 821, 1294]
story3-text-2: होती है। उनके अनुसार अभिनय केवल संवाद बोलने का नहीं, बल्कि सामने वाले कलाकार को ध्यान से सुनने और समझने की प्रक्रिया है। प्रकाश झा ने यह टिप्पणी अभिनेता नाना पाटेकर की कार्यशैली की सराहना करते हुए की। bbox=[238, 1600, 425, 1692]
vivechana-body bbox=[1043, 1166, 1609, 1861]
aankhen-col2-text-b: यूनुस की वित्तीय कहानी केवल नकद संपत्तियों तक सीमित नहीं है; यह विशाल अचल संपत्ति वाले साम्राज्य की भी कहानी है। ग्रामीण गरीबी पर ध्यान केंद्रित करने के दावों के बावजूद उच्च-स्तरीय शहरी और रिसॉर्ट संपत्तियों में महत्वपूर्ण निवेश किए गए। इन संपत्तियों पर नजर डालें— लक्जरी निवास: फैमिली ट्रस्ट के नाम पर गुलशन में 9 करोड़ टका का एक फ्लैट खरीदा गया, साथ ही पेरिस में एक और विलासितापूर्ण निवेश किया गया। रिसॉर्ट और भूमि: “निर्झर” रिसॉर्ट ब्रांड ने पूर्बाचल में 4,080 कट्ठा और कॉक्स बाज़ार में एक अन्य स्थान पर भूमि पर कब्ज़ा किया हुआ है। टूटे वादे: 2015 में चट्टोग्राम में “आनंद स्कूल” खोलने के लिए ग्रामीण कल्याण फंड को 87 कट्ठा सरकारी भूमि दी गई थी। हालांकि, स्कूल कभी नहीं बना और भूमि का सार्वजनिक कल्याण के लिए उपयोग कभी नहीं हुआ। पूरे बांग्लादेश में अनुमान है कि ग्रामीण लोगों की सेवा के नाम पर 6,000 करोड़ टका मूल्य की भूमि खरीदी गई, जिसका बड़ा हिस्सा अब कथित रूप से पूंजी को विदेश ले जाने के लिए बेचा जा रहा है। bbox=[837, 348, 1018, 709]
vividh-section bbox=[635, 838, 1026, 1572]
vivechana-col1-text: श्चिम बंगाल के चुनावी महासमर में अब राजनीतिक नारों की दिशा एक बहुत ही दिलचस्प और खतरनाक मोड़ ले चुकी है। रक्षा मंत्री राजनाथ सिंह ने 'परिवर्तन यात्रा' के मंच से हुंकार भरते हुए 'एक देश, एक विधान, एक निशान' का पुराना नारा उछाला है। दिलचस्प बात यह है कि श्यामा प्रसाद मुखर्जी ने यह नारा दशकों पहले जम्मू-कश्मीर के विशेष दर्जे और अनुच्छेद 370 के संदर्भ में दिया था। लेकिन आज इस भारी-भरकम नारे को बंगाल की धरती पर जबरन फिट किया जा रहा है, जहां न तो कोई अलग झंडा है और न ही अलग संविधान। गृह मंत्री अमित शाह भी रैलियों में ममता बनर्जी को हटाकर 'घुसपैठ मुक्त' बंगाल का सपना दिखा रहे हैं। लेकिन इस पूरे चुनावी शोर के पीछे एक बहुत गहरी मनोवैज्ञानिक रणनीति काम कर रही है, जो सीधे जनता के दिमाग में 'एकरूपता' का विचार उतार रही है। विविधता वाले इस विशाल देश में हर चीज को सिर्फ 'एक' सांचे में ढालने की यह जिद दरअसल राजनीतिक वर्चस्व की एक अचूक चालाकी है। जब एक ही शब्द और एक ही विचार को पूरी ताकत और सरकारी मशीनरी के साथ जनता के बीच बार-बार दागा जाता है, तो वह सीधा उनके अवचेतन मन में बैठ जाता है। लोग सवाल पूछना बंद कर देते हैं और उस गढ़े हुए विचार को परम सत्य मान लेते हैं। राजनाथ सिंह का बंगाल को वीरों की भूमि बताना, सुभाष चंद्र बोस के 'तुम मुझे खून दो' वाले ओजस्वी नारे के साथ मुखर्जी के 'एक bbox=[1048, 1167, 1179, 1859]
vivechana-dropcap: प bbox=[1048, 1164, 1069, 1205]
entertainment-section bbox=[42, 705, 621, 1693]
